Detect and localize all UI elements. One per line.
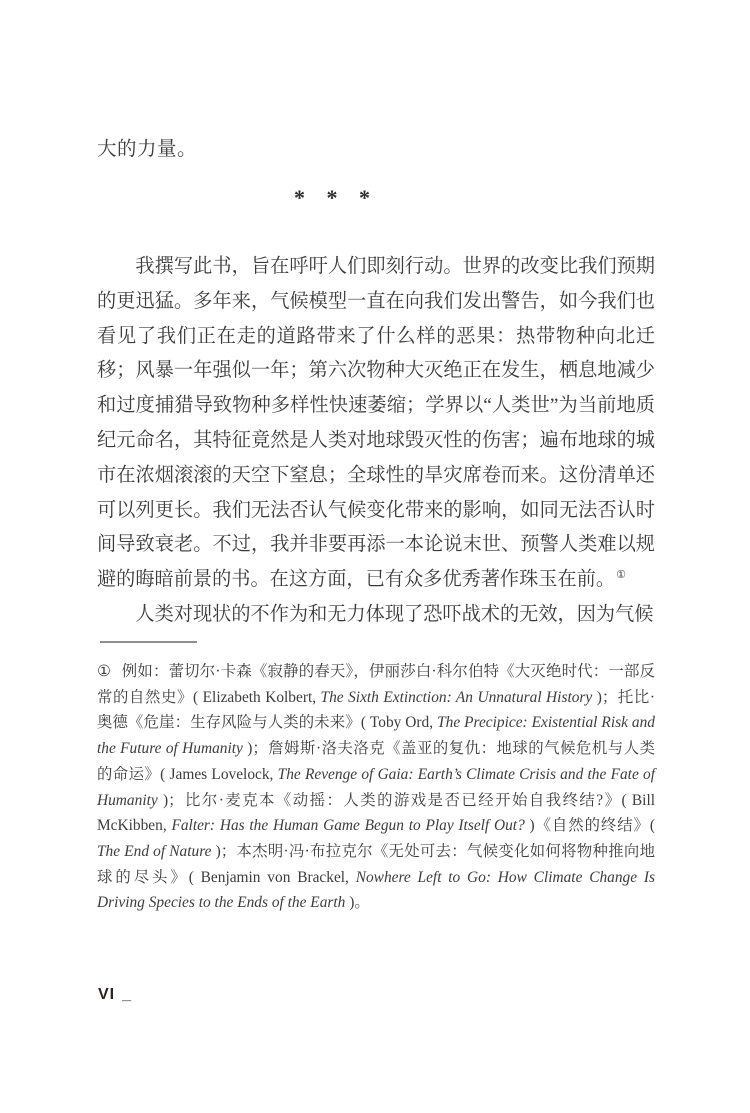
footnote-reference: ① — [616, 568, 626, 581]
footnote-runs — [97, 663, 655, 911]
main-paragraph: 人类对现状的不作为和无力体现了恐吓战术的无效，因为气候 — [135, 603, 654, 625]
paragraph-continuation: 大的力量。 — [97, 138, 198, 160]
footnote-book-title: The Sixth Extinction: An Unnatural History — [320, 688, 593, 706]
footnote-text-run: )；本杰明·冯·布拉克尔《无处可去：气候变化如何将物种推向地球的尽头》( Benjamin von Brackel, — [97, 842, 655, 886]
page-number: VI — [98, 986, 116, 1003]
footnote-text-run: 例如：蕾切尔·卡森《寂静的春天》，伊丽莎白·科尔伯特《大灭绝时代：一部反常的自然史》( Elizabeth Kolbert, — [97, 663, 655, 706]
footnote-book-title: Nowhere Left to Go: How Climate Change Is Driving Species to the Ends of the Earth — [97, 868, 655, 912]
footnote-book-title: The Revenge of Gaia: Earth’s Climate Crisis and the Fate of Humanity — [97, 765, 656, 809]
footnote-text-run: )。 — [345, 894, 370, 912]
footnote-book-title: The End of Nature — [97, 842, 212, 860]
footnote-marker: ① — [97, 663, 112, 680]
section-break-asterisks: * * * — [294, 185, 370, 210]
footnote-text-run: )《自然的终结》( — [524, 817, 655, 835]
footnote-book-title: Falter: Has the Human Game Begun to Play Itself Out? — [171, 817, 525, 835]
paragraph-text: 我撰写此书，旨在呼吁人们即刻行动。世界的改变比我们预期的更迅猛。多年来，气候模型一直在向我们发出警告，如今我们也看见了我们正在走的道路带来了什么样的恶果：热带物种向北迁移；风暴一年强似一年；第六次物种大灭绝正在发生，栖息地减少和过度捕猎导致物种多样性快速萎缩；学界以“人类世”为当前地质纪元命名，其特征竟然是人类对地球毁灭性的伤害；遍布地球的城市在浓烟滚滚的天空下窒息；全球性的旱灾席卷而来。这份清单还可以列更长。我们无法否认气候变化带来的影响，如同无法否认时间导致衰老。不过，我并非要再添一本论说末世、预警人类难以规避的晦暗前景的书。在这方面，已有众多优秀著作珠玉在前。 — [97, 256, 655, 591]
footer-underscore: _ — [122, 986, 133, 1003]
footnote — [97, 659, 655, 916]
main-paragraph — [97, 250, 655, 598]
footnote-divider — [100, 641, 197, 643]
footnote-text-run: )；托比·奥德《危崖：生存风险与人类的未来》( Toby Ord, — [97, 688, 655, 732]
footnote-text-run: )；比尔·麦克本《动摇：人类的游戏是否已经开始自我终结?》( Bill McKibben, — [97, 791, 655, 835]
main-text-block — [97, 250, 655, 633]
page-footer — [98, 986, 132, 1004]
footnote-book-title: The Precipice: Existential Risk and the Future of Humanity — [97, 714, 655, 758]
footnote-text-run: )；詹姆斯·洛夫洛克《盖亚的复仇：地球的气候危机与人类的命运》( James Lovelock, — [97, 740, 655, 783]
